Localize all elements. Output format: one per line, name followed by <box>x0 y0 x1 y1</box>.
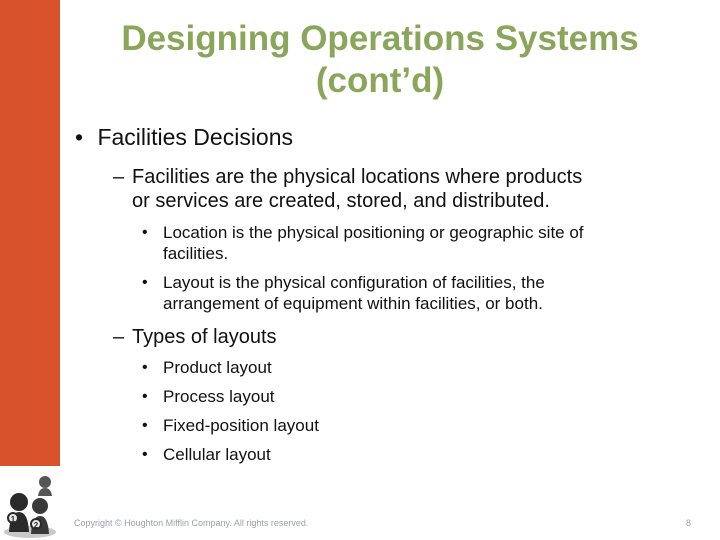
types-of-layouts-text: Types of layouts <box>132 326 277 348</box>
bullet-marker: • <box>142 417 148 434</box>
bullet-marker: • <box>142 224 148 241</box>
bullet-facilities-decisions-text: Facilities Decisions <box>97 124 294 150</box>
sub-item-location <box>142 222 584 264</box>
layout-type-product: Product layout <box>163 358 272 377</box>
location-line-2: facilities. <box>163 244 229 263</box>
layout-type-item <box>142 444 271 465</box>
bullet-marker: • <box>142 359 148 376</box>
layout-line-1: Layout is the physical configuration of facilities, the <box>163 273 545 292</box>
svg-text:2: 2 <box>33 521 39 530</box>
svg-text:1: 1 <box>10 515 16 524</box>
layout-type-item <box>142 386 275 407</box>
sub-bullet-types-of-layouts <box>113 325 277 349</box>
layout-type-fixed-position: Fixed-position layout <box>163 416 319 435</box>
page-number: 8 <box>686 518 692 528</box>
dash-marker: – <box>113 166 125 188</box>
layout-type-item <box>142 415 319 436</box>
sub-bullet-facilities-definition <box>113 165 582 213</box>
location-line-1: Location is the physical positioning or geographic site of <box>163 223 584 242</box>
layout-type-cellular: Cellular layout <box>163 445 271 464</box>
figures-logo-icon <box>0 466 60 540</box>
company-logo <box>0 466 60 540</box>
dash-marker: – <box>113 326 125 348</box>
layout-type-item <box>142 357 272 378</box>
slide-title-line-1: Designing Operations Systems <box>121 19 639 58</box>
layout-type-process: Process layout <box>163 387 275 406</box>
slide-title-line-2: (cont’d) <box>315 61 445 100</box>
bullet-marker: • <box>75 124 84 150</box>
left-accent-bar <box>0 0 60 540</box>
slide-title <box>60 18 700 102</box>
sub-item-layout <box>142 272 545 314</box>
bullet-facilities-decisions <box>75 123 293 151</box>
copyright-footer: Copyright © Houghton Mifflin Company. All rights reserved. <box>74 518 309 528</box>
bullet-marker: • <box>142 388 148 405</box>
layout-line-2: arrangement of equipment within facilities, or both. <box>163 294 543 313</box>
bullet-marker: • <box>142 274 148 291</box>
facilities-definition-line-2: or services are created, stored, and distributed. <box>132 190 550 212</box>
facilities-definition-line-1: Facilities are the physical locations where products <box>132 166 583 188</box>
bullet-marker: • <box>142 446 148 463</box>
